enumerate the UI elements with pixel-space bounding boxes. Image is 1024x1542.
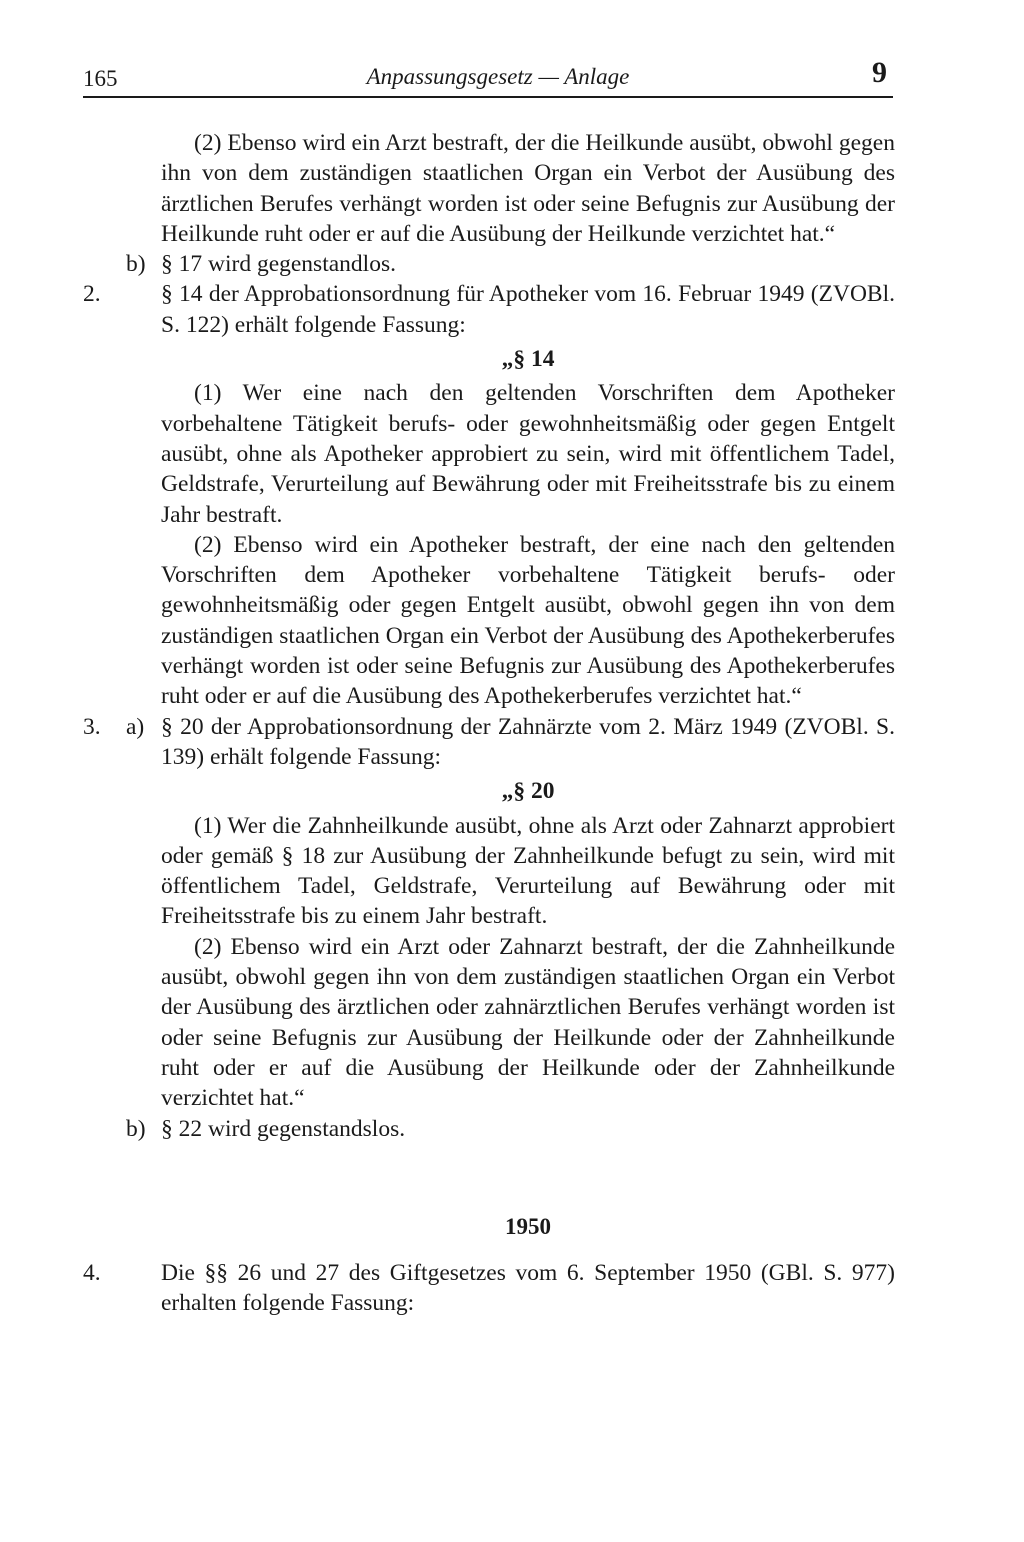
paragraph-abs2-zahnarzt: (2) Ebenso wird ein Arzt oder Zahnarzt bestraft, der die Zahnheilkunde ausübt, obwohl gegen ihn von dem zuständigen staatlichen Organ ein Verbot der Ausübung des ärztlichen oder zahnärztlichen Berufes verhängt worden ist oder seine Befugnis zur Ausübung der Heilkunde oder der Zahnheilkunde ruht oder er auf die Ausübung der Heilkunde oder der Zahnheilkunde verzichtet hat.“ [161,933,895,1112]
paragraph-abs2-apotheker: (2) Ebenso wird ein Apotheker bestraft, der eine nach den geltenden Vorschriften dem Apotheker vorbehaltene Tätigkeit berufs- oder gewohnheitsmäßig oder gegen Entgelt ausübt, obwohl gegen ihn von dem zuständigen staatlichen Organ ein Verbot der Ausübung des Apothekerberufes verhängt worden ist oder seine Befugnis zur Ausübung des Apothekerberufes ruht oder er auf die Ausübung des Apothekerberufes verzichtet hat.“ [161,531,895,710]
year-heading: 1950 [505,1213,551,1239]
list-number: 4. [83,1260,101,1287]
list-item-3b [83,1114,895,1144]
paragraph-block [83,811,895,1114]
paragraph-abs1-zahnarzt: (1) Wer die Zahnheilkunde ausübt, ohne als Arzt oder Zahnarzt approbiert oder gemäß § 18 zur Ausübung der Zahnheilkunde befugt zu sein, wird mit öffentlichem Tadel, Geldstrafe, Verurteilung auf Bewährung oder mit Freiheitsstrafe bis zu einem Jahr bestraft. [161,812,895,930]
issue-number: 9 [872,56,887,89]
section-heading-20: „§ 20 [501,778,555,805]
list-letter: b) [126,251,146,278]
section-heading-14: „§ 14 [501,346,555,373]
list-item-text: § 22 wird gegenstandslos. [161,1115,406,1142]
list-item-text: § 17 wird gegenstandlos. [161,251,396,278]
list-item-text: § 14 der Approbationsordnung für Apotheker vom 16. Februar 1949 (ZVOBl. S. 122) erhält folgende Fassung: [161,281,895,338]
list-letter: a) [126,713,145,740]
list-number: 2. [83,281,101,308]
list-item-3a [83,712,895,773]
page-header [83,56,893,100]
paragraph-block [83,378,895,711]
paragraph-abs1-apotheker: (1) Wer eine nach den geltenden Vorschriften dem Apotheker vorbehaltene Tätigkeit berufs- oder gewohnheitsmäßig oder gegen Entgelt ausübt, ohne als Apotheker approbiert zu sein, wird mit öffentlichem Tadel, Geldstrafe, Verurteilung auf Bewährung oder mit Freiheitsstrafe bis zu einem Jahr bestraft. [161,380,895,528]
list-item-text: Die §§ 26 und 27 des Giftgesetzes vom 6. September 1950 (GBl. S. 977) erhalten folgende Fassung: [161,1260,895,1317]
list-item-text: § 20 der Approbationsordnung der Zahnärzte vom 2. März 1949 (ZVOBl. S. 139) erhält folgende Fassung: [161,713,895,770]
list-letter: b) [126,1115,146,1142]
document-body [83,128,895,1319]
paragraph-abs2-arzt: (2) Ebenso wird ein Arzt bestraft, der die Heilkunde ausübt, obwohl gegen ihn von dem zuständigen staatlichen Organ ein Verbot der Ausübung des ärztlichen Berufes verhängt worden ist oder seine Befugnis zur Ausübung der Heilkunde ruht oder er auf die Ausübung der Heilkunde verzichtet hat.“ [161,130,895,247]
list-number: 3. [83,713,101,740]
header-rule [83,96,893,98]
list-item-1b [83,249,895,279]
list-item-4 [83,1258,895,1319]
running-title: Anpassungsgesetz — Anlage [366,64,630,89]
page-number: 165 [83,66,118,91]
paragraph-block [83,128,895,249]
list-item-2 [83,279,895,340]
